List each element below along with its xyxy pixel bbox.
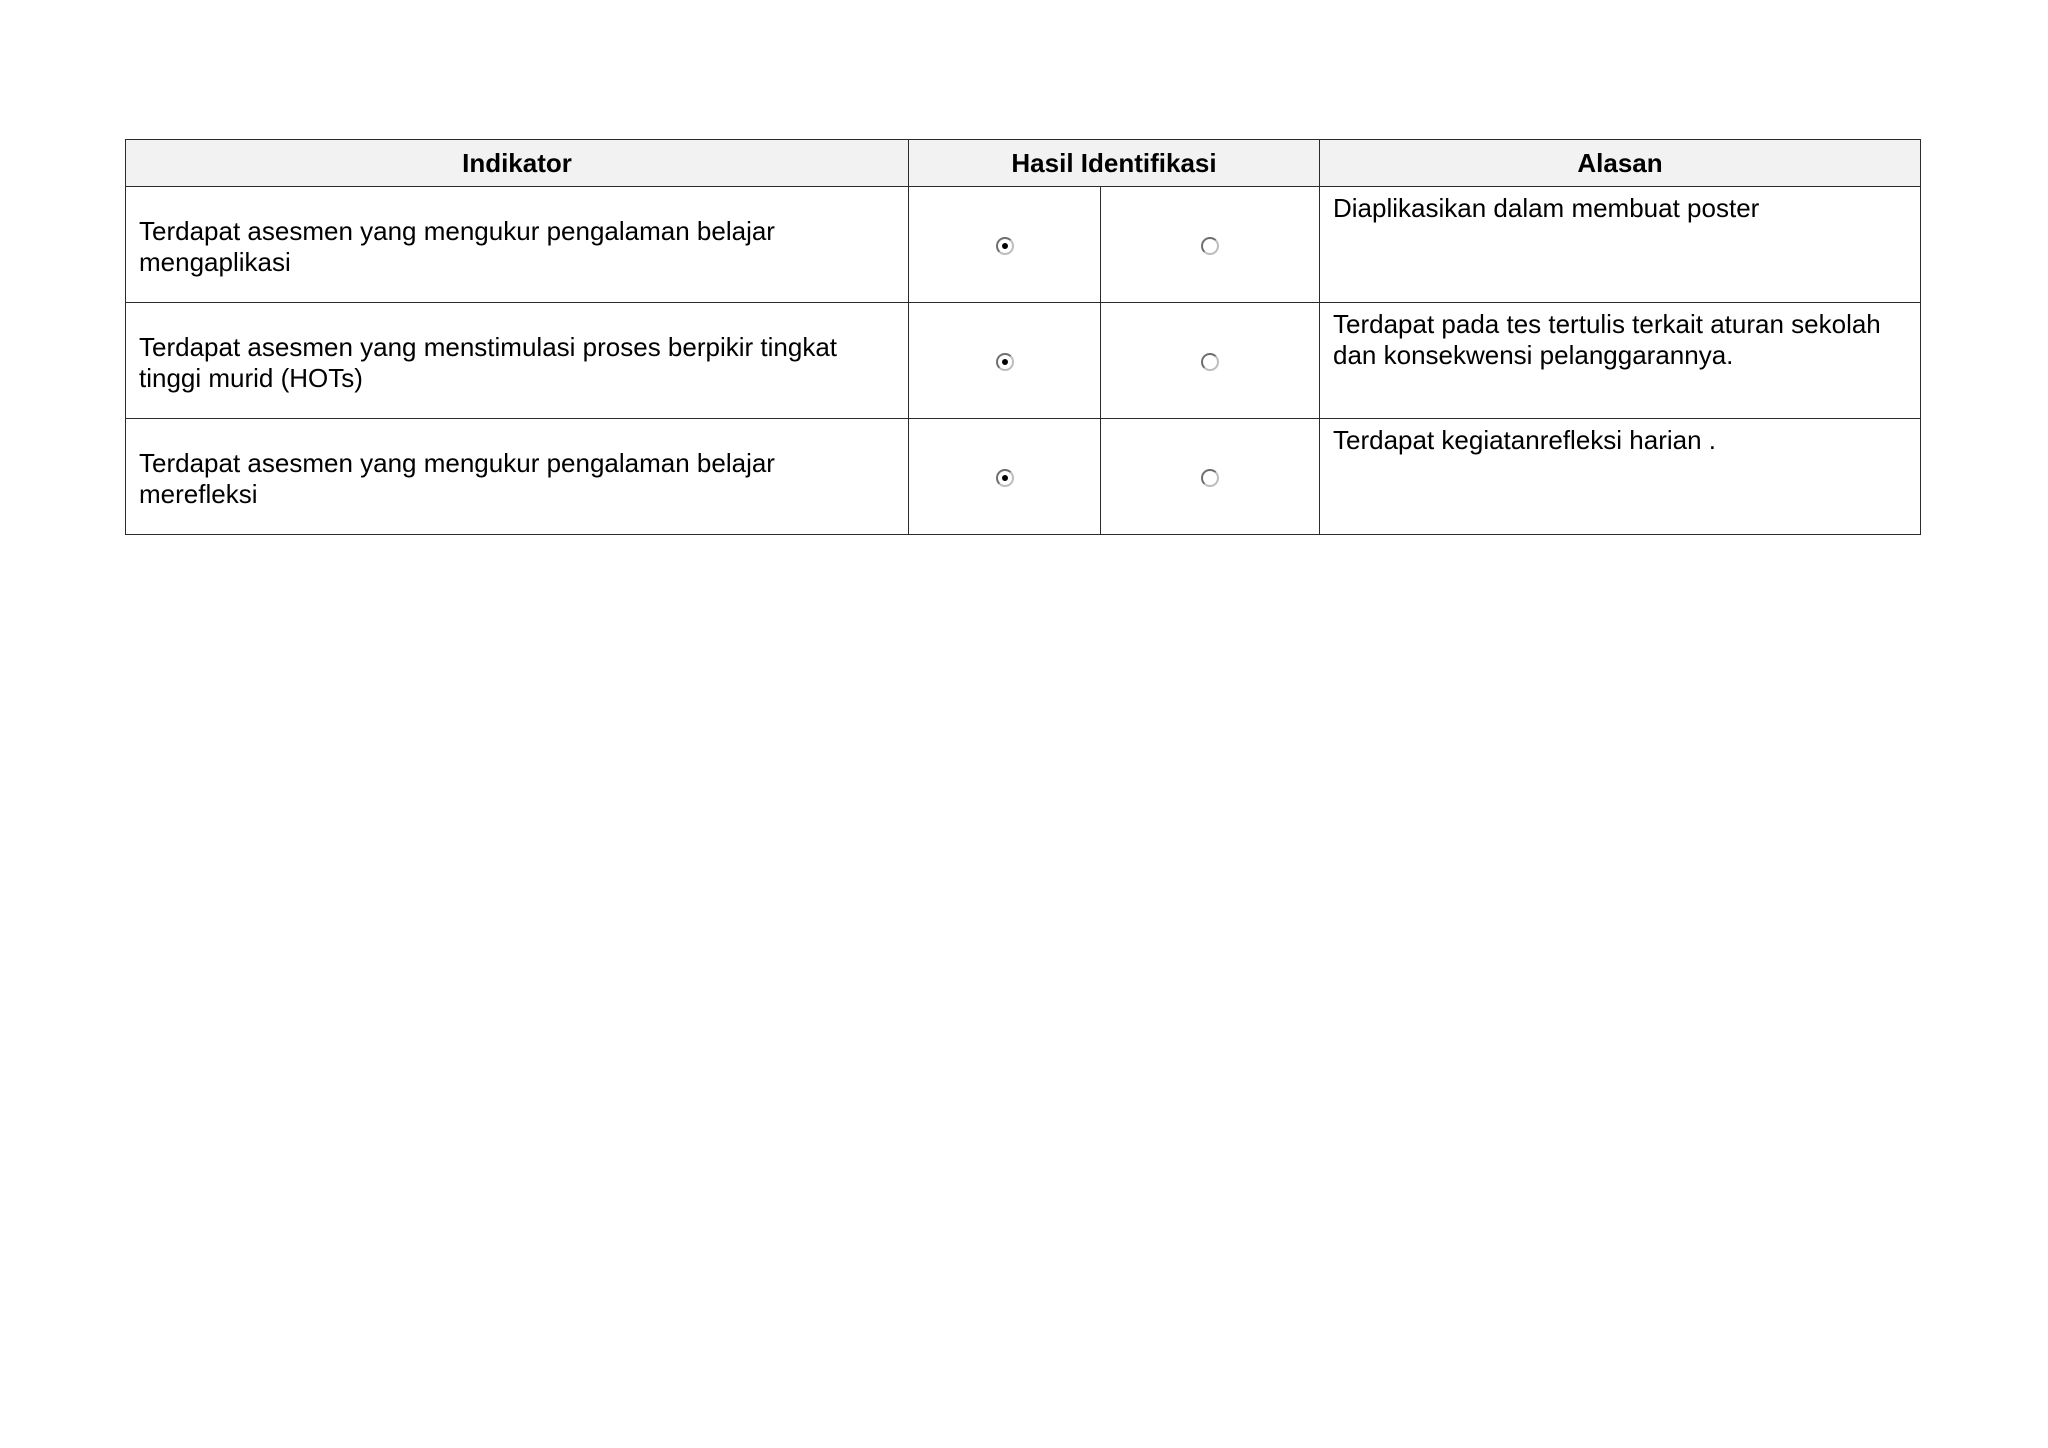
header-indikator: Indikator	[126, 140, 909, 187]
option-1-cell	[909, 419, 1101, 535]
option-1-cell	[909, 303, 1101, 419]
table-row	[126, 303, 1921, 419]
option-2-cell	[1101, 419, 1320, 535]
option-2-cell	[1101, 303, 1320, 419]
option-1-radio[interactable]	[996, 469, 1014, 487]
indicator-cell: Terdapat asesmen yang menstimulasi proses berpikir tingkat tinggi murid (HOTs)	[126, 303, 909, 419]
option-1-radio[interactable]	[996, 237, 1014, 255]
table-row	[126, 419, 1921, 535]
reason-cell: Terdapat pada tes tertulis terkait aturan sekolah dan konsekwensi pelanggarannya.	[1320, 303, 1921, 419]
reason-cell: Terdapat kegiatanrefleksi harian .	[1320, 419, 1921, 535]
option-2-radio[interactable]	[1201, 353, 1219, 371]
option-2-radio[interactable]	[1201, 469, 1219, 487]
table-header-row	[126, 140, 1921, 187]
assessment-table	[125, 139, 1921, 535]
indicator-cell: Terdapat asesmen yang mengukur pengalaman belajar mengaplikasi	[126, 187, 909, 303]
option-2-cell	[1101, 187, 1320, 303]
option-2-radio[interactable]	[1201, 237, 1219, 255]
option-1-cell	[909, 187, 1101, 303]
reason-cell: Diaplikasikan dalam membuat poster	[1320, 187, 1921, 303]
header-alasan: Alasan	[1320, 140, 1921, 187]
option-1-radio[interactable]	[996, 353, 1014, 371]
table-row	[126, 187, 1921, 303]
header-hasil-identifikasi: Hasil Identifikasi	[909, 140, 1320, 187]
indicator-cell: Terdapat asesmen yang mengukur pengalaman belajar merefleksi	[126, 419, 909, 535]
